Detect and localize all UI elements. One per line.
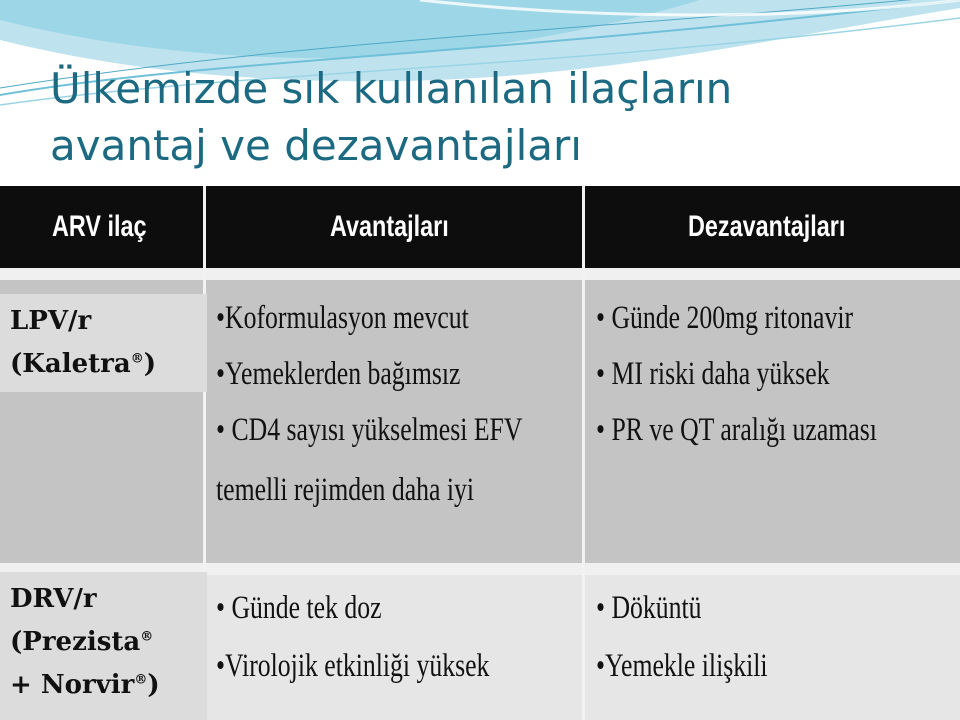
list-item: • Günde tek doz [216,590,382,626]
header-disadvantages: Dezavantajları [688,210,846,243]
list-item: temelli rejimden daha iyi [216,472,475,508]
column-divider [582,186,585,720]
list-item: •Yemeklerden bağımsız [216,356,461,392]
list-item: • Günde 200mg ritonavir [596,300,854,336]
comparison-table [0,186,960,720]
header-advantages: Avantajları [330,210,449,243]
list-item: • PR ve QT aralığı uzaması [596,412,877,448]
header-arv-drug: ARV ilaç [52,210,147,243]
drug-label-lpv [0,294,207,392]
list-item: • CD4 sayısı yükselmesi EFV [216,412,523,448]
drug-label-drv [0,572,207,720]
disadvantages-list-lpv [596,294,877,454]
list-item: • MI riski daha yüksek [596,356,830,392]
disadvantages-list-drv [596,584,768,690]
drug-booster: + Norvir®) [10,670,160,700]
advantages-list-lpv [216,294,522,514]
list-item: •Virolojik etkinliği yüksek [216,648,490,684]
slide-title [50,60,930,174]
title-line-1: Ülkemizde sık kullanılan ilaçların [50,64,733,113]
table-header-row [0,186,960,268]
drug-name: LPV/r [10,306,92,336]
drug-brand: (Prezista® [10,627,154,657]
drug-name: DRV/r [10,584,97,614]
drug-brand: (Kaletra®) [10,349,157,379]
list-item: •Yemekle ilişkili [596,648,768,684]
advantages-list-drv [216,584,489,690]
list-item: •Koformulasyon mevcut [216,300,469,336]
list-item: • Döküntü [596,590,702,626]
row-divider [0,268,960,280]
title-line-2: avantaj ve dezavantajları [50,121,582,170]
